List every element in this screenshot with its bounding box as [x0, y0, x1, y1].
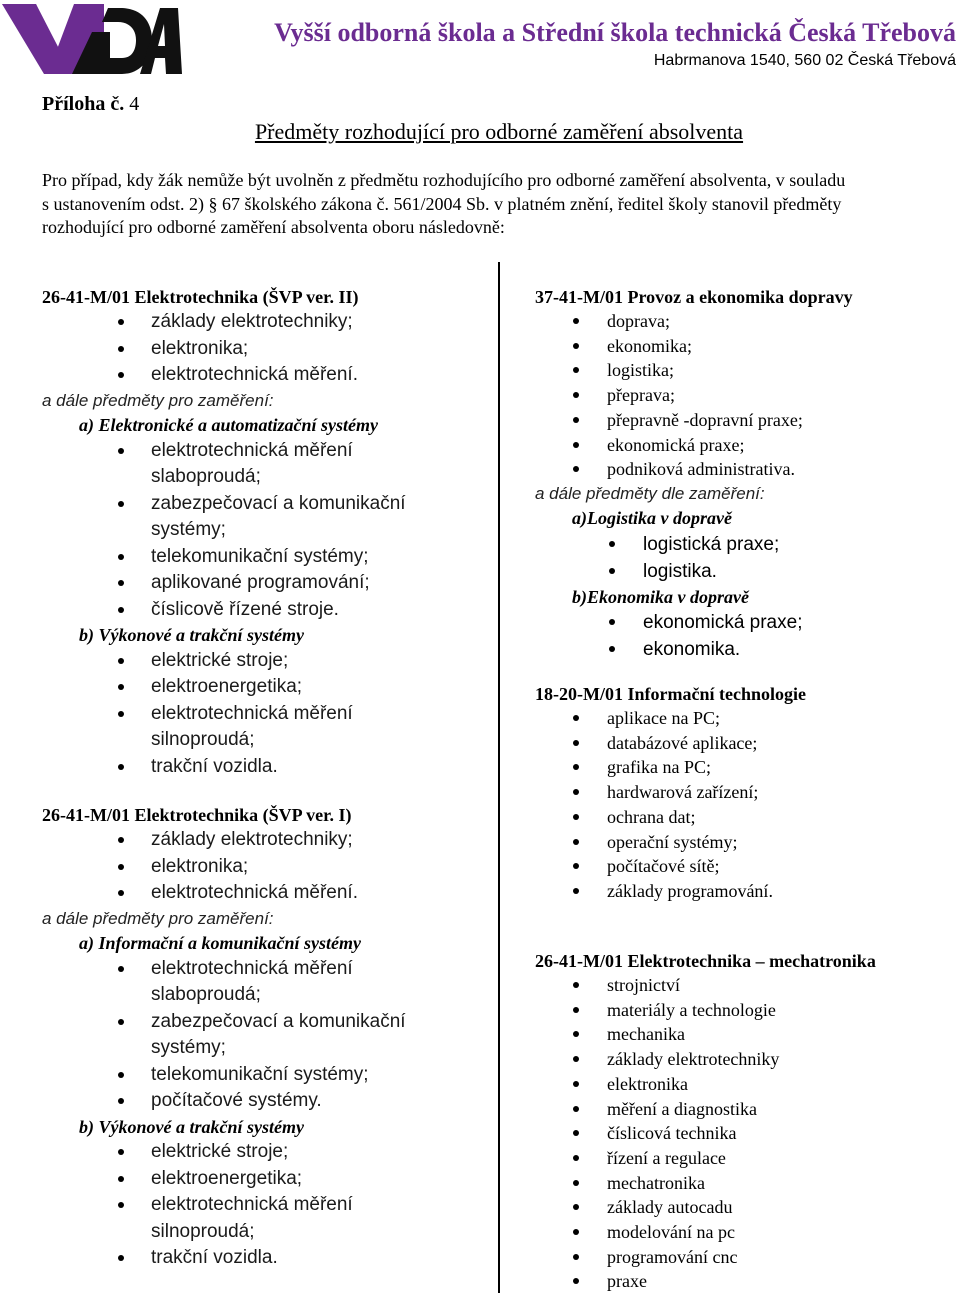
subject-list: [42, 827, 421, 907]
list-item: elektrotechnická měření.: [42, 362, 421, 389]
list-item: elektroenergetika;: [42, 674, 421, 701]
section-heading: 26-41-M/01 Elektrotechnika (ŠVP ver. II): [42, 287, 359, 307]
subject-list: [535, 609, 853, 663]
list-item: doprava;: [535, 309, 853, 334]
list-item: číslicová technika: [535, 1121, 876, 1146]
section-heading: 37-41-M/01 Provoz a ekonomika dopravy: [535, 287, 853, 307]
section-heading: 26-41-M/01 Elektrotechnika (ŠVP ver. I): [42, 805, 352, 825]
list-item: databázové aplikace;: [535, 731, 806, 756]
list-item: ochrana dat;: [535, 805, 806, 830]
list-item: aplikované programování;: [42, 570, 421, 597]
left-block-svp1: [42, 803, 421, 1272]
list-item: elektroenergetika;: [42, 1166, 421, 1193]
subject-list: [535, 973, 876, 1294]
subject-list: [42, 648, 421, 781]
subject-list: [42, 309, 421, 389]
list-item: logistika;: [535, 358, 853, 383]
right-block-mechatronics: [535, 949, 876, 1294]
list-item: materiály a technologie: [535, 998, 876, 1023]
list-item: měření a diagnostika: [535, 1097, 876, 1122]
list-item: přeprava;: [535, 383, 853, 408]
annex-label: Příloha č. 4: [42, 93, 140, 115]
list-item: programování cnc: [535, 1245, 876, 1270]
subject-list: [42, 1139, 421, 1272]
intro-line: rozhodující pro odborné zaměření absolventa oboru následovně:: [42, 217, 505, 237]
list-item: grafika na PC;: [535, 755, 806, 780]
list-item: telekomunikační systémy;: [42, 544, 421, 571]
further-subjects-label: a dále předměty pro zaměření:: [42, 390, 274, 410]
right-block-transport: [535, 285, 853, 663]
list-item: zabezpečovací a komunikační systémy;: [42, 1009, 421, 1062]
further-subjects-label: a dále předměty pro zaměření:: [42, 908, 274, 928]
specialization-title: a)Logistika v dopravě: [572, 508, 732, 529]
list-item: zabezpečovací a komunikační systémy;: [42, 491, 421, 544]
list-item: ekonomika;: [535, 334, 853, 359]
specialization-title: b) Výkonové a trakční systémy: [79, 1116, 304, 1137]
right-block-it: [535, 682, 806, 904]
list-item: základy elektrotechniky;: [42, 309, 421, 336]
intro-line: Pro případ, kdy žák nemůže být uvolněn z předmětu rozhodujícího pro odborné zaměření absolventa, v souladu: [42, 170, 846, 190]
subject-list: [42, 438, 421, 624]
list-item: elektrotechnická měření slaboproudá;: [42, 956, 421, 1009]
list-item: ekonomika.: [535, 636, 853, 663]
list-item: operační systémy;: [535, 830, 806, 855]
school-logo: [0, 0, 185, 82]
list-item: elektrotechnická měření silnoproudá;: [42, 1192, 421, 1245]
intro-line: s ustanovením odst. 2) § 67 školského zákona č. 561/2004 Sb. v platném znění, ředitel školy stanovil předměty: [42, 193, 842, 214]
document-title: Předměty rozhodující pro odborné zaměření absolventa: [254, 119, 744, 144]
list-item: elektrotechnická měření silnoproudá;: [42, 701, 421, 754]
list-item: řízení a regulace: [535, 1146, 876, 1171]
subject-list: [535, 706, 806, 904]
list-item: logistika.: [535, 558, 853, 585]
list-item: základy elektrotechniky;: [42, 827, 421, 854]
list-item: číslicově řízené stroje.: [42, 597, 421, 624]
school-name: Vyšší odborná škola a Střední škola technická Česká Třebová: [274, 18, 956, 47]
list-item: podniková administrativa.: [535, 457, 853, 482]
section-heading: 26-41-M/01 Elektrotechnika – mechatronika: [535, 951, 876, 971]
specialization-title: b) Výkonové a trakční systémy: [79, 625, 304, 645]
subject-list: [42, 956, 421, 1115]
list-item: telekomunikační systémy;: [42, 1062, 421, 1089]
subject-list: [535, 309, 853, 482]
intro-paragraph: [42, 169, 947, 240]
list-item: mechanika: [535, 1022, 876, 1047]
list-item: elektronika;: [42, 336, 421, 363]
list-item: elektronika: [535, 1072, 876, 1097]
list-item: počítačové sítě;: [535, 854, 806, 879]
specialization-title: a) Informační a komunikační systémy: [79, 933, 362, 953]
list-item: elektrotechnická měření.: [42, 880, 421, 907]
list-item: logistická praxe;: [535, 531, 853, 558]
list-item: praxe: [535, 1269, 876, 1294]
list-item: trakční vozidla.: [42, 1245, 421, 1272]
list-item: ekonomická praxe;: [535, 609, 853, 636]
specialization-title: b)Ekonomika v dopravě: [572, 586, 749, 607]
list-item: mechatronika: [535, 1171, 876, 1196]
list-item: strojnictví: [535, 973, 876, 998]
list-item: základy autocadu: [535, 1195, 876, 1220]
list-item: hardwarová zařízení;: [535, 780, 806, 805]
list-item: počítačové systémy.: [42, 1088, 421, 1115]
subject-list: [535, 531, 853, 585]
list-item: ekonomická praxe;: [535, 433, 853, 458]
list-item: modelování na pc: [535, 1220, 876, 1245]
list-item: elektronika;: [42, 854, 421, 881]
column-divider: [498, 262, 500, 1293]
list-item: aplikace na PC;: [535, 706, 806, 731]
list-item: elektrotechnická měření slaboproudá;: [42, 438, 421, 491]
list-item: trakční vozidla.: [42, 754, 421, 781]
left-block-svp2: [42, 285, 421, 780]
list-item: základy elektrotechniky: [535, 1047, 876, 1072]
list-item: elektrické stroje;: [42, 648, 421, 675]
list-item: přepravně -dopravní praxe;: [535, 408, 853, 433]
section-heading: 18-20-M/01 Informační technologie: [535, 684, 806, 704]
specialization-title: a) Elektronické a automatizační systémy: [79, 415, 378, 435]
further-subjects-label: a dále předměty dle zaměření:: [535, 483, 765, 503]
school-address: Habrmanova 1540, 560 02 Česká Třebová: [653, 52, 956, 69]
list-item: základy programování.: [535, 879, 806, 904]
list-item: elektrické stroje;: [42, 1139, 421, 1166]
